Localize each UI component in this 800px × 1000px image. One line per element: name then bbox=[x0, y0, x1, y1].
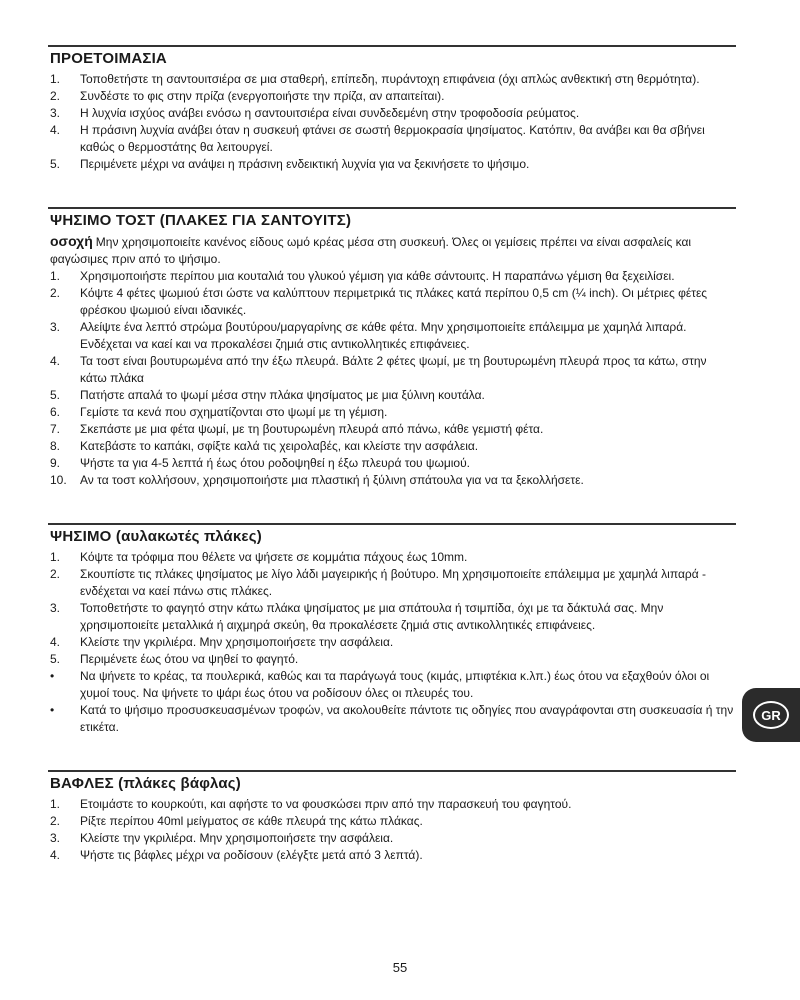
item-number: 2. bbox=[50, 286, 61, 300]
list-item bbox=[48, 651, 736, 668]
section-heading: ΒΑΦΛΕΣ (πλάκες βάφλας) bbox=[50, 775, 242, 792]
section-preparation bbox=[48, 45, 736, 173]
item-text: Πατήστε απαλά το ψωμί μέσα στην πλάκα ψησίματος με μια ξύλινη κουτάλα. bbox=[80, 388, 485, 402]
item-text: Η λυχνία ισχύος ανάβει ενόσω η σαντουιτσιέρα είναι συνδεδεμένη στην τροφοδοσία ρεύματος. bbox=[80, 106, 580, 120]
list-item bbox=[48, 796, 736, 813]
list-item bbox=[48, 455, 736, 472]
item-number: 3. bbox=[50, 601, 61, 615]
list-item bbox=[48, 285, 736, 319]
list-item bbox=[48, 600, 736, 634]
list-item bbox=[48, 71, 736, 88]
item-number: 4. bbox=[50, 123, 61, 137]
toast-list bbox=[48, 268, 736, 489]
bullet: • bbox=[50, 669, 55, 683]
list-item bbox=[48, 549, 736, 566]
item-number: 5. bbox=[50, 388, 61, 402]
item-text: Κόψτε 4 φέτες ψωμιού έτσι ώστε να καλύπτουν περιμετρικά τις πλάκες κατά περίπου 0,5 cm (¼ inch). Οι μέτριες φέτες φρέσκου ψωμιού είναι ιδανικές. bbox=[80, 286, 708, 317]
list-item bbox=[48, 472, 736, 489]
item-number: 1. bbox=[50, 269, 61, 283]
item-number: 2. bbox=[50, 814, 61, 828]
list-item bbox=[48, 122, 736, 156]
item-text: Χρησιμοποιήστε περίπου μια κουταλιά του γλυκού γέμιση για κάθε σάντουιτς. Η παραπάνω γέμιση θα ξεχειλίσει. bbox=[80, 269, 675, 283]
section-divider bbox=[48, 523, 736, 525]
list-item bbox=[48, 88, 736, 105]
section-waffles bbox=[48, 770, 736, 864]
bullet: • bbox=[50, 703, 55, 717]
item-text: Συνδέστε το φις στην πρίζα (ενεργοποιήστε την πρίζα, αν απαιτείται). bbox=[80, 89, 445, 103]
item-number: 2. bbox=[50, 567, 61, 581]
item-text: Κατεβάστε το καπάκι, σφίξτε καλά τις χειρολαβές, και κλείστε την ασφάλεια. bbox=[80, 439, 479, 453]
item-number: 1. bbox=[50, 797, 61, 811]
list-item bbox=[48, 702, 736, 736]
item-number: 4. bbox=[50, 354, 61, 368]
item-text: Περιμένετε έως ότου να ψηθεί το φαγητό. bbox=[80, 652, 299, 666]
list-item bbox=[48, 830, 736, 847]
list-item bbox=[48, 268, 736, 285]
page-number: 55 bbox=[392, 960, 408, 975]
section-heading: ΨΗΣΙΜΟ (αυλακωτές πλάκες) bbox=[50, 528, 262, 545]
warning-text: Μην χρησιμοποιείτε κανένος είδους ωμό κρέας μέσα στη συσκευή. Όλες οι γεμίσεις πρέπει να είναι ασφαλείς και φαγώσιμες πριν από το ψήσιμο. bbox=[50, 235, 692, 266]
item-text: Αλείψτε ένα λεπτό στρώμα βουτύρου/μαργαρίνης σε κάθε φέτα. Μην χρησιμοποιείτε επάλειμμα με χαμηλά λιπαρά. Ενδέχεται να καεί και να προκαλέσει ζημιά στις αντικολλητικές επιφάνειες. bbox=[80, 320, 687, 351]
list-item bbox=[48, 813, 736, 830]
section-divider bbox=[48, 770, 736, 772]
list-item bbox=[48, 634, 736, 651]
list-item bbox=[48, 421, 736, 438]
section-heading: ΨΗΣΙΜΟ ΤΟΣΤ (ΠΛΑΚΕΣ ΓΙΑ ΣΑΝΤΟΥΙΤΣ) bbox=[50, 212, 352, 229]
item-number: 3. bbox=[50, 106, 61, 120]
item-text: Ψήστε τις βάφλες μέχρι να ροδίσουν (ελέγξτε μετά από 3 λεπτά). bbox=[80, 848, 423, 862]
section-toast bbox=[48, 207, 736, 489]
item-number: 1. bbox=[50, 550, 61, 564]
section-heading: ΠΡΟΕΤΟΙΜΑΣΙΑ bbox=[50, 50, 167, 67]
item-text: Τα τοστ είναι βουτυρωμένα από την έξω πλευρά. Βάλτε 2 φέτες ψωμί, με τη βουτυρωμένη πλευρά προς τα κάτω, στην κάτω πλάκα bbox=[80, 354, 707, 385]
warning-label: οσοχή bbox=[50, 233, 93, 249]
item-text: Κλείστε την γκριλιέρα. Μην χρησιμοποιήσετε την ασφάλεια. bbox=[80, 635, 394, 649]
item-number: 5. bbox=[50, 652, 61, 666]
list-item bbox=[48, 105, 736, 122]
list-item bbox=[48, 156, 736, 173]
item-number: 7. bbox=[50, 422, 61, 436]
preparation-list bbox=[48, 71, 736, 173]
item-text: Κόψτε τα τρόφιμα που θέλετε να ψήσετε σε κομμάτια πάχους έως 10mm. bbox=[80, 550, 468, 564]
item-text: Αν τα τοστ κολλήσουν, χρησιμοποιήστε μια πλαστική ή ξύλινη σπάτουλα για να τα ξεκολλήσετε. bbox=[80, 473, 584, 487]
section-grill bbox=[48, 523, 736, 736]
item-number: 9. bbox=[50, 456, 61, 470]
section-divider bbox=[48, 45, 736, 47]
item-text: Τοποθετήστε τη σαντουιτσιέρα σε μια σταθερή, επίπεδη, πυράντοχη επιφάνεια (όχι απλώς ανθεκτική στη θερμότητα). bbox=[80, 72, 700, 86]
item-text: Ετοιμάστε το κουρκούτι, και αφήστε το να φουσκώσει πριν από την παρασκευή του φαγητού. bbox=[80, 797, 572, 811]
waffle-list bbox=[48, 796, 736, 864]
list-item bbox=[48, 404, 736, 421]
item-text: Να ψήνετε το κρέας, τα πουλερικά, καθώς και τα παράγωγά τους (κιμάς, μπιφτέκια κ.λπ.) έως ότου να εξαχθούν όλοι οι χυμοί τους. Να ψήνετε το ψάρι έως ότου να ροδίσουν όλες οι πλευρές του. bbox=[80, 669, 710, 700]
item-text: Κλείστε την γκριλιέρα. Μην χρησιμοποιήσετε την ασφάλεια. bbox=[80, 831, 394, 845]
item-number: 3. bbox=[50, 831, 61, 845]
item-text: Ρίξτε περίπου 40ml μείγματος σε κάθε πλευρά της κάτω πλάκας. bbox=[80, 814, 423, 828]
item-number: 1. bbox=[50, 72, 61, 86]
list-item bbox=[48, 353, 736, 387]
item-text: Σκουπίστε τις πλάκες ψησίματος με λίγο λάδι μαγειρικής ή βούτυρο. Μη χρησιμοποιείτε επάλειμμα με χαμηλά λιπαρά - ενδέχεται να καεί πάνω στις πλάκες. bbox=[80, 567, 706, 598]
language-tab bbox=[742, 688, 800, 742]
list-item bbox=[48, 319, 736, 353]
item-number: 6. bbox=[50, 405, 61, 419]
list-item bbox=[48, 847, 736, 864]
grill-list bbox=[48, 549, 736, 736]
item-text: Τοποθετήστε το φαγητό στην κάτω πλάκα ψησίματος με μια σπάτουλα ή τσιμπίδα, όχι με τα δάκτυλά σας. Μην χρησιμοποιείτε μεταλλικά ή αιχμηρά σκεύη, θα προκαλέσετε ζημιά στις αντικολλητικές επιφάνειες. bbox=[80, 601, 664, 632]
item-text: Γεμίστε τα κενά που σχηματίζονται στο ψωμί με τη γέμιση. bbox=[80, 405, 388, 419]
item-text: Η πράσινη λυχνία ανάβει όταν η συσκευή φτάνει σε σωστή θερμοκρασία ψησίματος. Κατόπιν, θα ανάβει και θα σβήνει καθώς ο θερμοστάτης θα λειτουργεί. bbox=[80, 123, 705, 154]
item-number: 10. bbox=[50, 473, 67, 487]
item-text: Κατά το ψήσιμο προσυσκευασμένων τροφών, να ακολουθείτε πάντοτε τις οδηγίες που αναγράφονται στη συσκευασία ή την ετικέτα. bbox=[80, 703, 734, 734]
item-number: 4. bbox=[50, 848, 61, 862]
warning-note bbox=[50, 233, 736, 268]
item-number: 4. bbox=[50, 635, 61, 649]
item-number: 2. bbox=[50, 89, 61, 103]
item-text: Περιμένετε μέχρι να ανάψει η πράσινη ενδεικτική λυχνία για να ξεκινήσετε το ψήσιμο. bbox=[80, 157, 530, 171]
section-divider bbox=[48, 207, 736, 209]
list-item bbox=[48, 438, 736, 455]
language-badge: GR bbox=[753, 701, 789, 729]
item-number: 5. bbox=[50, 157, 61, 171]
list-item bbox=[48, 566, 736, 600]
item-number: 8. bbox=[50, 439, 61, 453]
item-number: 3. bbox=[50, 320, 61, 334]
item-text: Ψήστε τα για 4-5 λεπτά ή έως ότου ροδοψηθεί η έξω πλευρά του ψωμιού. bbox=[80, 456, 470, 470]
list-item bbox=[48, 387, 736, 404]
item-text: Σκεπάστε με μια φέτα ψωμί, με τη βουτυρωμένη πλευρά από πάνω, κάθε γεμιστή φέτα. bbox=[80, 422, 544, 436]
list-item bbox=[48, 668, 736, 702]
